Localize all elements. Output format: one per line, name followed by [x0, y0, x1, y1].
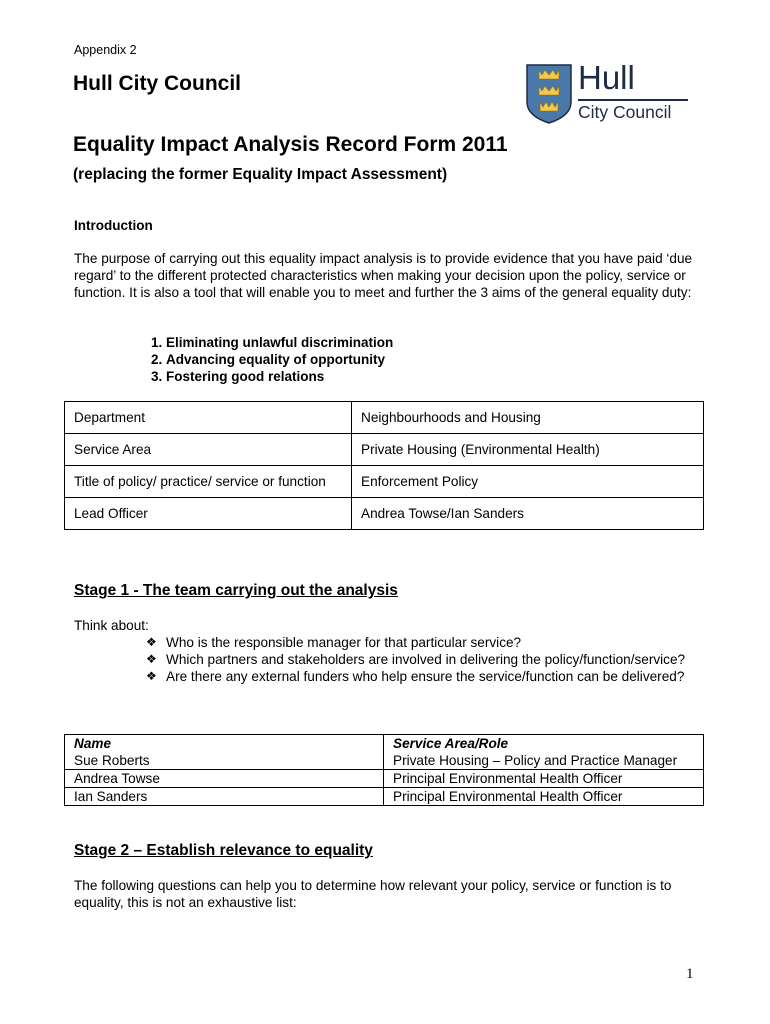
- detail-label: Service Area: [65, 434, 352, 466]
- aim-item: 1. Eliminating unlawful discrimination: [166, 334, 393, 351]
- list-item: ❖ Which partners and stakeholders are involved in delivering the policy/function/service?: [146, 652, 686, 667]
- diamond-bullet-icon: ❖: [146, 652, 157, 666]
- policy-details-table: [64, 401, 704, 530]
- list-item: ❖ Who is the responsible manager for that particular service?: [146, 635, 522, 650]
- team-member-name: Ian Sanders: [65, 788, 384, 806]
- stage1-questions: [146, 634, 706, 685]
- intro-heading: Introduction: [74, 218, 153, 233]
- table-row: [65, 770, 704, 788]
- logo-divider: [578, 99, 688, 101]
- detail-value: Neighbourhoods and Housing: [352, 402, 704, 434]
- detail-label: Lead Officer: [65, 498, 352, 530]
- table-row: [65, 466, 704, 498]
- column-header-role: Service Area/Role: [384, 735, 704, 753]
- council-logo: [526, 59, 690, 124]
- think-about-label: Think about:: [74, 618, 149, 633]
- list-item: ❖ Are there any external funders who help ensure the service/function can be delivered?: [146, 669, 685, 684]
- form-title: Equality Impact Analysis Record Form 2011: [73, 133, 508, 156]
- table-header-row: [65, 735, 704, 753]
- team-member-role: Principal Environmental Health Officer: [384, 788, 704, 806]
- detail-label: Department: [65, 402, 352, 434]
- page-number: 1: [686, 966, 694, 982]
- stage2-heading: Stage 2 – Establish relevance to equality: [74, 842, 373, 859]
- team-table: [64, 734, 704, 806]
- form-subtitle: (replacing the former Equality Impact Assessment): [73, 166, 448, 183]
- detail-value: Enforcement Policy: [352, 466, 704, 498]
- detail-value: Private Housing (Environmental Health): [352, 434, 704, 466]
- team-member-role: Principal Environmental Health Officer: [384, 770, 704, 788]
- stage1-heading: Stage 1 - The team carrying out the analysis: [74, 582, 398, 599]
- aim-item: 3. Fostering good relations: [166, 368, 393, 385]
- logo-subtitle: City Council: [578, 102, 672, 122]
- table-row: [65, 752, 704, 770]
- table-row: [65, 788, 704, 806]
- column-header-name: Name: [65, 735, 384, 753]
- logo-name: Hull: [578, 59, 635, 96]
- table-row: [65, 498, 704, 530]
- intro-paragraph: The purpose of carrying out this equality impact analysis is to provide evidence that you have paid ‘due regard’ to the different protected characteristics when making your decision upon the policy, service or function. It is also a tool that will enable you to meet and further the 3 aims of the general equality duty:: [74, 251, 693, 300]
- team-member-name: Andrea Towse: [65, 770, 384, 788]
- equality-duty-aims: [144, 334, 393, 385]
- table-row: [65, 434, 704, 466]
- diamond-bullet-icon: ❖: [146, 635, 157, 649]
- diamond-bullet-icon: ❖: [146, 669, 157, 683]
- stage2-paragraph: The following questions can help you to determine how relevant your policy, service or function is to equality, this is not an exhaustive list:: [74, 878, 672, 910]
- detail-value: Andrea Towse/Ian Sanders: [352, 498, 704, 530]
- team-member-name: Sue Roberts: [65, 752, 384, 770]
- team-member-role: Private Housing – Policy and Practice Manager: [384, 752, 704, 770]
- table-row: [65, 402, 704, 434]
- three-crowns-shield-icon: [526, 64, 572, 124]
- detail-label: Title of policy/ practice/ service or function: [65, 466, 352, 498]
- aim-item: 2. Advancing equality of opportunity: [166, 351, 393, 368]
- appendix-label: Appendix 2: [74, 43, 137, 57]
- organisation-name: Hull City Council: [73, 72, 241, 95]
